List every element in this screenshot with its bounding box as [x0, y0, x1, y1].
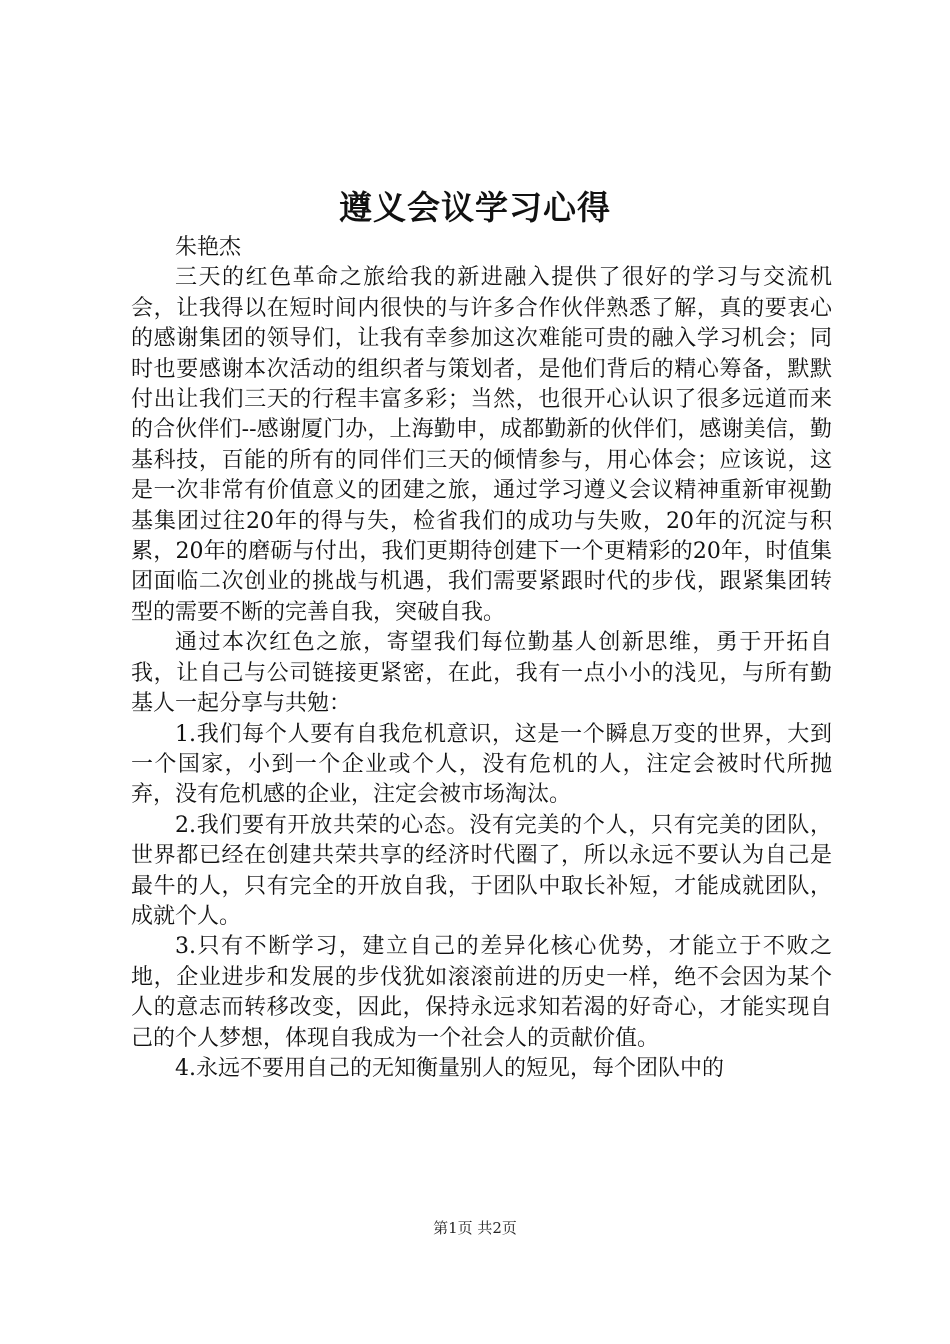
paragraph-point-4: 4.永远不要用自己的无知衡量别人的短见，每个团队中的 — [175, 1055, 724, 1081]
paragraph-point-2: 2.我们要有开放共荣的心态。没有完美的个人，只有完美的团队，世界都已经在创建共荣共享的经济时代圈了，所以永远不要认为自己是最牛的人，只有完全的开放自我，于团队中取长补短，才能成就团队，成就个人。 — [131, 812, 832, 929]
page-number-footer: 第1页 共2页 — [433, 1219, 517, 1237]
document-body — [131, 233, 832, 1084]
paragraph-point-1: 1.我们每个人要有自我危机意识，这是一个瞬息万变的世界，大到一个国家，小到一个企业或个人，没有危机的人，注定会被时代所抛弃，没有危机感的企业，注定会被市场淘汰。 — [131, 721, 832, 808]
paragraph-intro: 三天的红色革命之旅给我的新进融入提供了很好的学习与交流机会，让我得以在短时间内很快的与许多合作伙伴熟悉了解，真的要衷心的感谢集团的领导们，让我有幸参加这次难能可贵的融入学习机会；同时也要感谢本次活动的组织者与策划者，是他们背后的精心筹备，默默付出让我们三天的行程丰富多彩；当然，也很开心认识了很多远道而来的合伙伴们--感谢厦门办，上海勤申，成都勤新的伙伴们，感谢美信，勤基科技，百能的所有的同伴们三天的倾情参与，用心体会；应该说，这是一次非常有价值意义的团建之旅，通过学习遵义会议精神重新审视勤基集团过往20年的得与失，检省我们的成功与失败，20年的沉淀与积累，20年的磨砺与付出，我们更期待创建下一个更精彩的20年，时值集团面临二次创业的挑战与机遇，我们需要紧跟时代的步伐，跟紧集团转型的需要不断的完善自我，突破自我。 — [131, 265, 832, 625]
paragraph-point-3: 3.只有不断学习，建立自己的差异化核心优势，才能立于不败之地，企业进步和发展的步伐犹如滚滚前进的历史一样，绝不会因为某个人的意志而转移改变，因此，保持永远求知若渴的好奇心，才能实现自己的个人梦想，体现自我成为一个社会人的贡献价值。 — [131, 934, 832, 1051]
document-title: 遵义会议学习心得 — [339, 188, 611, 227]
paragraph-hope: 通过本次红色之旅，寄望我们每位勤基人创新思维，勇于开拓自我，让自己与公司链接更紧密，在此，我有一点小小的浅见，与所有勤基人一起分享与共勉： — [131, 630, 832, 717]
author-name: 朱艳杰 — [175, 235, 242, 260]
